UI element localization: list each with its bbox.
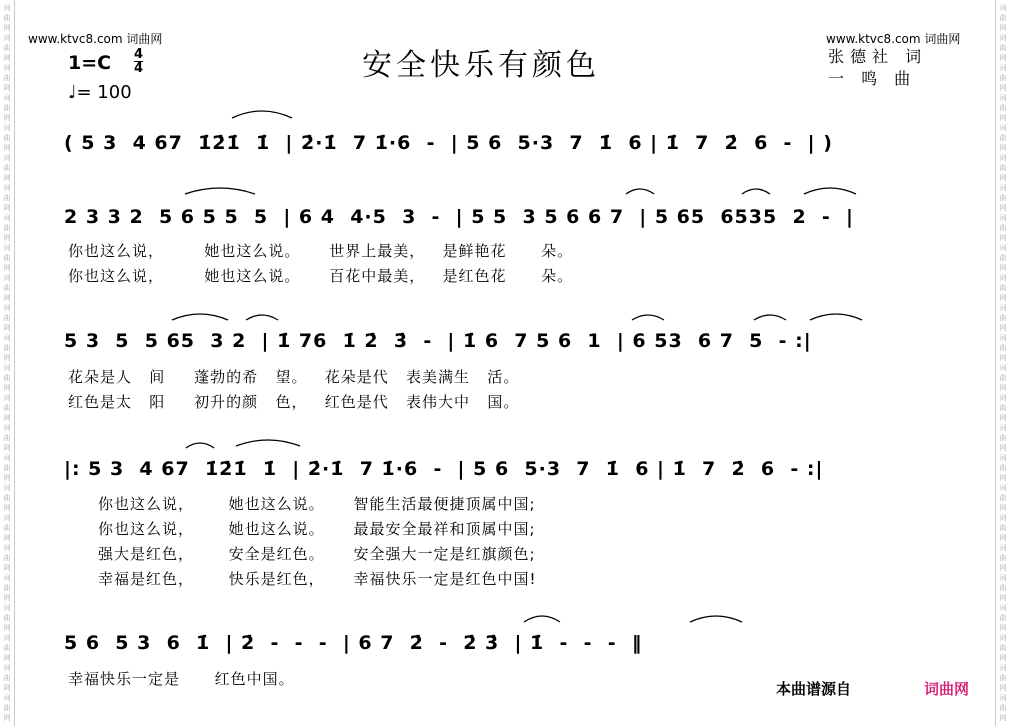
watermark-glyph: 词 bbox=[999, 484, 1007, 492]
watermark-glyph: 网 bbox=[999, 504, 1007, 512]
watermark-glyph: 词 bbox=[999, 694, 1007, 702]
watermark-glyph: 曲 bbox=[3, 704, 11, 712]
lyrics-line-4-verse-2: 你也这么说， 她也这么说。 最最安全最祥和顶属中国; bbox=[98, 520, 536, 538]
tie-arc bbox=[246, 315, 278, 320]
watermark-glyph: 词 bbox=[3, 334, 11, 342]
watermark-glyph: 词 bbox=[999, 274, 1007, 282]
watermark-glyph: 网 bbox=[999, 654, 1007, 662]
site-url-right[interactable]: www.ktvc8.com 词曲网 bbox=[826, 32, 961, 46]
watermark-glyph: 网 bbox=[999, 114, 1007, 122]
watermark-glyph: 网 bbox=[3, 594, 11, 602]
watermark-glyph: 曲 bbox=[3, 44, 11, 52]
watermark-glyph: 曲 bbox=[3, 284, 11, 292]
watermark-glyph: 网 bbox=[999, 474, 1007, 482]
lyrics-line-3-verse-1: 花朵是人 间 蓬勃的希 望。 花朵是代 表美满生 活。 bbox=[68, 368, 520, 386]
tie-arc bbox=[524, 616, 560, 622]
watermark-glyph: 词 bbox=[999, 214, 1007, 222]
lyrics-line-4-verse-1: 你也这么说， 她也这么说。 智能生活最便捷顶属中国; bbox=[98, 495, 536, 513]
watermark-glyph: 词 bbox=[3, 394, 11, 402]
watermark-glyph: 网 bbox=[999, 444, 1007, 452]
watermark-glyph: 网 bbox=[999, 324, 1007, 332]
watermark-glyph: 网 bbox=[999, 234, 1007, 242]
watermark-glyph: 曲 bbox=[3, 434, 11, 442]
watermark-glyph: 词 bbox=[3, 34, 11, 42]
watermark-glyph: 曲 bbox=[3, 74, 11, 82]
watermark-glyph: 曲 bbox=[3, 614, 11, 622]
watermark-glyph: 网 bbox=[3, 114, 11, 122]
tie-arc bbox=[185, 188, 255, 194]
watermark-glyph: 曲 bbox=[3, 224, 11, 232]
watermark-glyph: 词 bbox=[3, 634, 11, 642]
watermark-glyph: 曲 bbox=[3, 134, 11, 142]
watermark-glyph: 曲 bbox=[999, 44, 1007, 52]
watermark-glyph: 曲 bbox=[3, 494, 11, 502]
footer-logo[interactable]: 词曲网 bbox=[924, 680, 970, 698]
watermark-glyph: 曲 bbox=[999, 374, 1007, 382]
watermark-glyph: 曲 bbox=[3, 194, 11, 202]
watermark-glyph: 词 bbox=[999, 454, 1007, 462]
watermark-glyph: 词 bbox=[999, 154, 1007, 162]
watermark-glyph: 网 bbox=[3, 444, 11, 452]
watermark-glyph: 网 bbox=[3, 204, 11, 212]
watermark-glyph: 词 bbox=[999, 604, 1007, 612]
watermark-glyph: 词 bbox=[999, 244, 1007, 252]
watermark-glyph: 词 bbox=[3, 484, 11, 492]
watermark-glyph: 网 bbox=[3, 24, 11, 32]
watermark-glyph: 网 bbox=[999, 714, 1007, 722]
lyrics-line-2-verse-2: 你也这么说， 她也这么说。 百花中最美， 是红色花 朵。 bbox=[68, 267, 574, 285]
tie-arc bbox=[632, 315, 664, 320]
watermark-glyph: 词 bbox=[3, 364, 11, 372]
watermark-glyph: 曲 bbox=[3, 524, 11, 532]
watermark-glyph: 曲 bbox=[3, 254, 11, 262]
watermark-glyph: 曲 bbox=[999, 104, 1007, 112]
watermark-glyph: 词 bbox=[999, 544, 1007, 552]
watermark-glyph: 网 bbox=[999, 624, 1007, 632]
watermark-glyph: 网 bbox=[3, 264, 11, 272]
watermark-glyph: 词 bbox=[999, 394, 1007, 402]
lyrics-line-2-verse-1: 你也这么说， 她也这么说。 世界上最美， 是鲜艳花 朵。 bbox=[68, 242, 574, 260]
watermark-glyph: 曲 bbox=[999, 494, 1007, 502]
watermark-glyph: 网 bbox=[999, 54, 1007, 62]
watermark-glyph: 曲 bbox=[3, 164, 11, 172]
score-line-3: 5 3 5 5 65 3 2 | 1̇ 76 1̇ 2̇ 3̇ - | 1̇ 6 7 5 6 1 | 6 53 6 7 5 - :| bbox=[64, 330, 812, 352]
watermark-glyph: 网 bbox=[3, 714, 11, 722]
score-line-5: 5 6 5 3 6 1̇ | 2̇ - - - | 6 7 2̇ - 2̇ 3̇ | 1̇ - - - ‖ bbox=[64, 632, 643, 654]
watermark-glyph: 网 bbox=[3, 144, 11, 152]
tie-arc bbox=[172, 314, 228, 320]
watermark-glyph: 词 bbox=[999, 64, 1007, 72]
watermark-glyph: 词 bbox=[3, 214, 11, 222]
watermark-glyph: 词 bbox=[3, 184, 11, 192]
watermark-glyph: 网 bbox=[3, 414, 11, 422]
watermark-glyph: 词 bbox=[999, 634, 1007, 642]
lyrics-line-4-verse-4: 幸福是红色， 快乐是红色， 幸福快乐一定是红色中国! bbox=[98, 570, 537, 588]
watermark-glyph: 网 bbox=[999, 534, 1007, 542]
watermark-glyph: 网 bbox=[999, 84, 1007, 92]
watermark-glyph: 网 bbox=[3, 654, 11, 662]
watermark-glyph: 曲 bbox=[3, 404, 11, 412]
watermark-glyph: 曲 bbox=[999, 194, 1007, 202]
source-note: 本曲谱源自 bbox=[776, 680, 852, 698]
watermark-glyph: 网 bbox=[999, 144, 1007, 152]
watermark-glyph: 曲 bbox=[3, 644, 11, 652]
watermark-glyph: 网 bbox=[999, 174, 1007, 182]
watermark-glyph: 网 bbox=[999, 294, 1007, 302]
watermark-glyph: 曲 bbox=[3, 104, 11, 112]
tie-arc bbox=[742, 189, 770, 194]
watermark-glyph: 曲 bbox=[999, 344, 1007, 352]
watermark-glyph: 曲 bbox=[999, 524, 1007, 532]
watermark-glyph: 曲 bbox=[999, 164, 1007, 172]
lyrics-line-3-verse-2: 红色是太 阳 初升的颜 色， 红色是代 表伟大中 国。 bbox=[68, 393, 520, 411]
watermark-glyph: 曲 bbox=[999, 14, 1007, 22]
tie-arc bbox=[186, 443, 214, 448]
watermark-glyph: 词 bbox=[3, 544, 11, 552]
watermark-glyph: 词 bbox=[999, 124, 1007, 132]
watermark-glyph: 词 bbox=[999, 4, 1007, 12]
score-line-2: 2 3 3 2 5 6 5 5 5 | 6 4 4·5 3 - | 5 5 3 5 6 6 7 | 5 65 6535 2 - | bbox=[64, 206, 854, 228]
watermark-glyph: 曲 bbox=[3, 584, 11, 592]
tie-arc bbox=[232, 111, 292, 118]
watermark-glyph: 网 bbox=[3, 234, 11, 242]
watermark-glyph: 曲 bbox=[999, 584, 1007, 592]
tie-arc bbox=[810, 314, 862, 320]
watermark-glyph: 词 bbox=[999, 304, 1007, 312]
watermark-glyph: 曲 bbox=[999, 674, 1007, 682]
watermark-glyph: 网 bbox=[3, 384, 11, 392]
watermark-glyph: 词 bbox=[3, 664, 11, 672]
watermark-glyph: 词 bbox=[3, 124, 11, 132]
watermark-glyph: 网 bbox=[3, 54, 11, 62]
lyricist-credit: 张德社 词 bbox=[828, 47, 928, 66]
watermark-glyph: 网 bbox=[3, 324, 11, 332]
watermark-glyph: 网 bbox=[999, 384, 1007, 392]
watermark-glyph: 曲 bbox=[3, 674, 11, 682]
watermark-glyph: 词 bbox=[3, 604, 11, 612]
watermark-glyph: 词 bbox=[3, 64, 11, 72]
tie-arc bbox=[804, 188, 856, 194]
watermark-glyph: 网 bbox=[999, 24, 1007, 32]
watermark-glyph: 曲 bbox=[999, 614, 1007, 622]
watermark-glyph: 词 bbox=[999, 574, 1007, 582]
watermark-glyph: 词 bbox=[999, 664, 1007, 672]
watermark-glyph: 网 bbox=[999, 414, 1007, 422]
score-line-4: |: 5 3 4 67 1̇2̇1̇ 1̇ | 2̇·1̇ 7 1̇·6 - | 5 6 5·3 7 1̇ 6 | 1̇ 7 2̇ 6 - :| bbox=[64, 458, 824, 480]
watermark-glyph: 曲 bbox=[999, 554, 1007, 562]
watermark-glyph: 曲 bbox=[3, 554, 11, 562]
watermark-glyph: 网 bbox=[3, 564, 11, 572]
watermark-glyph: 词 bbox=[999, 514, 1007, 522]
watermark-glyph: 曲 bbox=[999, 134, 1007, 142]
watermark-glyph: 网 bbox=[999, 594, 1007, 602]
watermark-glyph: 词 bbox=[3, 94, 11, 102]
lyrics-line-5: 幸福快乐一定是 红色中国。 bbox=[68, 670, 295, 688]
time-denominator: 4 bbox=[134, 61, 144, 76]
site-url-left[interactable]: www.ktvc8.com 词曲网 bbox=[28, 32, 163, 46]
watermark-glyph: 网 bbox=[999, 264, 1007, 272]
watermark-glyph: 曲 bbox=[3, 464, 11, 472]
watermark-glyph: 曲 bbox=[3, 374, 11, 382]
watermark-glyph: 网 bbox=[3, 504, 11, 512]
watermark-glyph: 曲 bbox=[999, 224, 1007, 232]
watermark-glyph: 曲 bbox=[999, 644, 1007, 652]
watermark-glyph: 曲 bbox=[999, 254, 1007, 262]
score-line-1: ( 5 3 4 67 1̇2̇1̇ 1̇ | 2̇·1̇ 7 1̇·6 - | 5 6 5·3 7 1̇ 6 | 1̇ 7 2̇ 6 - | ) bbox=[64, 132, 833, 154]
watermark-glyph: 曲 bbox=[999, 404, 1007, 412]
watermark-glyph: 曲 bbox=[999, 434, 1007, 442]
watermark-glyph: 词 bbox=[999, 34, 1007, 42]
watermark-glyph: 词 bbox=[3, 424, 11, 432]
watermark-glyph: 曲 bbox=[3, 14, 11, 22]
watermark-glyph: 曲 bbox=[3, 344, 11, 352]
watermark-glyph: 网 bbox=[3, 534, 11, 542]
watermark-glyph: 词 bbox=[999, 364, 1007, 372]
tie-arc bbox=[236, 440, 300, 446]
watermark-glyph: 网 bbox=[3, 684, 11, 692]
watermark-glyph: 网 bbox=[3, 294, 11, 302]
watermark-glyph: 曲 bbox=[999, 284, 1007, 292]
watermark-glyph: 词 bbox=[999, 334, 1007, 342]
watermark-glyph: 词 bbox=[3, 244, 11, 252]
watermark-glyph: 曲 bbox=[999, 464, 1007, 472]
watermark-glyph: 词 bbox=[999, 184, 1007, 192]
watermark-glyph: 网 bbox=[999, 354, 1007, 362]
watermark-glyph: 曲 bbox=[3, 314, 11, 322]
watermark-glyph: 网 bbox=[999, 684, 1007, 692]
watermark-glyph: 曲 bbox=[999, 704, 1007, 712]
watermark-glyph: 网 bbox=[3, 474, 11, 482]
watermark-glyph: 词 bbox=[3, 694, 11, 702]
lyrics-line-4-verse-3: 强大是红色， 安全是红色。 安全强大一定是红旗颜色; bbox=[98, 545, 536, 563]
watermark-glyph: 曲 bbox=[999, 74, 1007, 82]
watermark-glyph: 网 bbox=[999, 564, 1007, 572]
watermark-glyph: 网 bbox=[3, 624, 11, 632]
key-signature: 1=C bbox=[68, 52, 112, 74]
watermark-glyph: 曲 bbox=[999, 314, 1007, 322]
watermark-glyph: 词 bbox=[999, 94, 1007, 102]
tie-arc bbox=[626, 189, 654, 194]
watermark-glyph: 词 bbox=[3, 304, 11, 312]
watermark-glyph: 词 bbox=[3, 4, 11, 12]
watermark-glyph: 词 bbox=[3, 154, 11, 162]
composer-credit: 一 鸣 曲 bbox=[828, 69, 917, 88]
tempo-mark: ♩= 100 bbox=[68, 82, 132, 103]
tie-arc bbox=[690, 616, 742, 622]
tie-arc bbox=[754, 315, 786, 320]
time-numerator: 4 bbox=[134, 47, 144, 62]
watermark-glyph: 网 bbox=[999, 204, 1007, 212]
watermark-glyph: 词 bbox=[999, 424, 1007, 432]
watermark-glyph: 网 bbox=[3, 84, 11, 92]
watermark-glyph: 词 bbox=[3, 274, 11, 282]
watermark-glyph: 网 bbox=[3, 354, 11, 362]
song-title: 安全快乐有颜色 bbox=[362, 48, 600, 83]
watermark-glyph: 词 bbox=[3, 574, 11, 582]
watermark-glyph: 词 bbox=[3, 514, 11, 522]
watermark-glyph: 词 bbox=[3, 454, 11, 462]
watermark-glyph: 网 bbox=[3, 174, 11, 182]
